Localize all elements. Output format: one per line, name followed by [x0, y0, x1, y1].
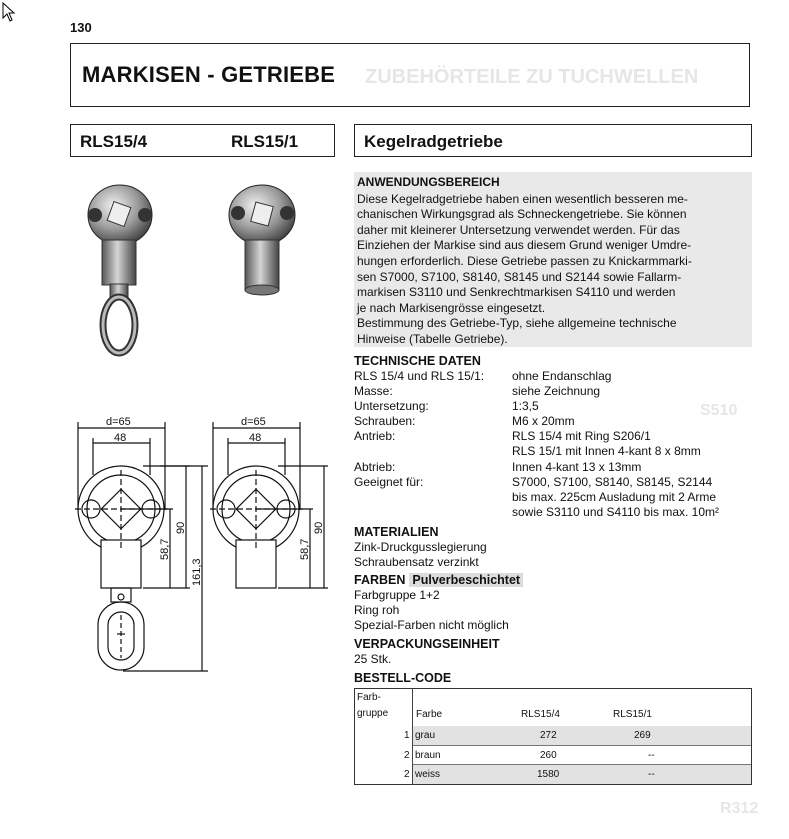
dim-diameter-left: d=65 [106, 416, 131, 428]
materials-heading: MATERIALIEN [354, 525, 439, 539]
tech-value: Innen 4-kant 13 x 13mm [512, 459, 642, 474]
tech-value: bis max. 225cm Ausladung mit 2 Arme [512, 489, 717, 504]
tech-value: 1:3,5 [512, 399, 539, 414]
product-code-left: RLS15/4 [80, 132, 148, 151]
product-name: Kegelradgetriebe [364, 132, 503, 151]
tech-value: sowie S3110 und S4110 bis max. 10m² [512, 504, 720, 519]
dim-diameter-right: d=65 [241, 416, 266, 428]
packaging-value: 25 Stk. [354, 652, 392, 666]
tech-key: RLS 15/4 und RLS 15/1: [354, 369, 485, 383]
page-number: 130 [70, 20, 92, 35]
order-heading: BESTELL-CODE [354, 671, 452, 685]
page-title: MARKISEN - GETRIEBE [82, 62, 336, 87]
table-cell-group: 2 [404, 769, 410, 780]
usage-line: Hinweise (Tabelle Getriebe). [357, 331, 508, 346]
materials-line: Schraubensatz verzinkt [354, 555, 479, 569]
show-through-code-2: R312 [720, 800, 759, 817]
dim-height-58-left: 58,7 [159, 538, 171, 560]
table-cell-color: weiss [415, 769, 441, 780]
tech-value: RLS 15/1 mit Innen 4-kant 8 x 8mm [512, 444, 701, 459]
usage-heading: ANWENDUNGSBEREICH [357, 175, 500, 189]
dim-height-90-right: 90 [313, 521, 325, 534]
table-cell-group: 1 [404, 730, 410, 741]
dim-height-90-left: 90 [175, 521, 187, 534]
drawing-rls15-1 [210, 422, 328, 588]
materials-line: Zink-Druckgusslegierung [354, 540, 487, 554]
tech-value: siehe Zeichnung [512, 384, 601, 399]
table-cell-rls151: -- [648, 750, 655, 761]
table-cell-rls154: 272 [540, 730, 557, 741]
dim-height-161-left: 161,3 [191, 558, 203, 586]
tech-key: Antrieb: [354, 429, 396, 444]
table-header-group: gruppe [357, 708, 389, 719]
usage-line: sen S7000, S7100, S8140, S8145 und S2144 sowie Fallarm- [357, 269, 682, 284]
packaging-heading: VERPACKUNGSEINHEIT [354, 637, 500, 651]
dim-width-right: 48 [249, 432, 262, 444]
usage-line: markisen S3110 und Senkrechtmarkisen S4110 und werden [357, 285, 676, 300]
table-cell-color: grau [415, 730, 436, 741]
colors-heading-text: FARBEN [354, 573, 406, 587]
tech-key: Schrauben: [354, 414, 416, 429]
tech-value: RLS 15/4 mit Ring S206/1 [512, 429, 651, 444]
powder-coated-badge: Pulverbeschichtet [409, 573, 523, 587]
show-through-code-1: S510 [700, 402, 738, 419]
usage-line: Diese Kegelradgetriebe haben einen wesentlich besseren me- [357, 191, 688, 206]
table-header-group: Farb- [357, 692, 381, 703]
colors-line: Spezial-Farben nicht möglich [354, 618, 509, 632]
table-header-rls154: RLS15/4 [521, 709, 560, 720]
table-cell-color: braun [415, 750, 441, 761]
table-header-color: Farbe [416, 709, 443, 720]
tech-value: ohne Endanschlag [512, 369, 612, 383]
table-header-rls151: RLS15/1 [613, 709, 652, 720]
usage-line: chanischen Wirkungsgrad als Schneckengetriebe. Sie können [357, 207, 687, 222]
tech-key: Untersetzung: [354, 399, 429, 414]
usage-line: je nach Markisengrösse eingesetzt. [357, 300, 546, 315]
usage-line: daher mit kleinerer Untersetzung verwendet werden. Für das [357, 222, 680, 237]
usage-line: hungen erforderlich. Diese Getriebe passen zu Knickarmmarki- [357, 253, 692, 268]
tech-value: M6 x 20mm [512, 414, 575, 429]
table-cell-rls151: -- [648, 769, 655, 780]
table-cell-rls154: 260 [540, 750, 557, 761]
colors-line: Farbgruppe 1+2 [354, 588, 440, 602]
usage-line: Einziehen der Markise sind aus diesem Grund weniger Umdre- [357, 238, 692, 253]
table-cell-group: 2 [404, 750, 410, 761]
usage-line: Bestimmung des Getriebe-Typ, siehe allgemeine technische [357, 316, 677, 331]
dim-width-left: 48 [114, 432, 127, 444]
photo-rls15-4 [88, 185, 152, 353]
photo-rls15-1 [229, 185, 295, 295]
tech-key: Abtrieb: [354, 459, 396, 474]
table-cell-rls154: 1580 [537, 769, 560, 780]
tech-value: S7000, S7100, S8140, S8145, S2144 [512, 474, 713, 489]
drawing-rls15-4 [75, 422, 208, 671]
show-through-header: ZUBEHÖRTEILE ZU TUCHWELLEN [365, 66, 699, 88]
tech-key: Masse: [354, 384, 393, 399]
tech-heading: TECHNISCHE DATEN [354, 354, 481, 368]
table-cell-rls151: 269 [634, 730, 651, 741]
colors-line: Ring roh [354, 603, 400, 617]
tech-key: Geeignet für: [354, 474, 424, 489]
product-code-right: RLS15/1 [231, 132, 299, 151]
dim-height-58-right: 58,7 [299, 538, 311, 560]
